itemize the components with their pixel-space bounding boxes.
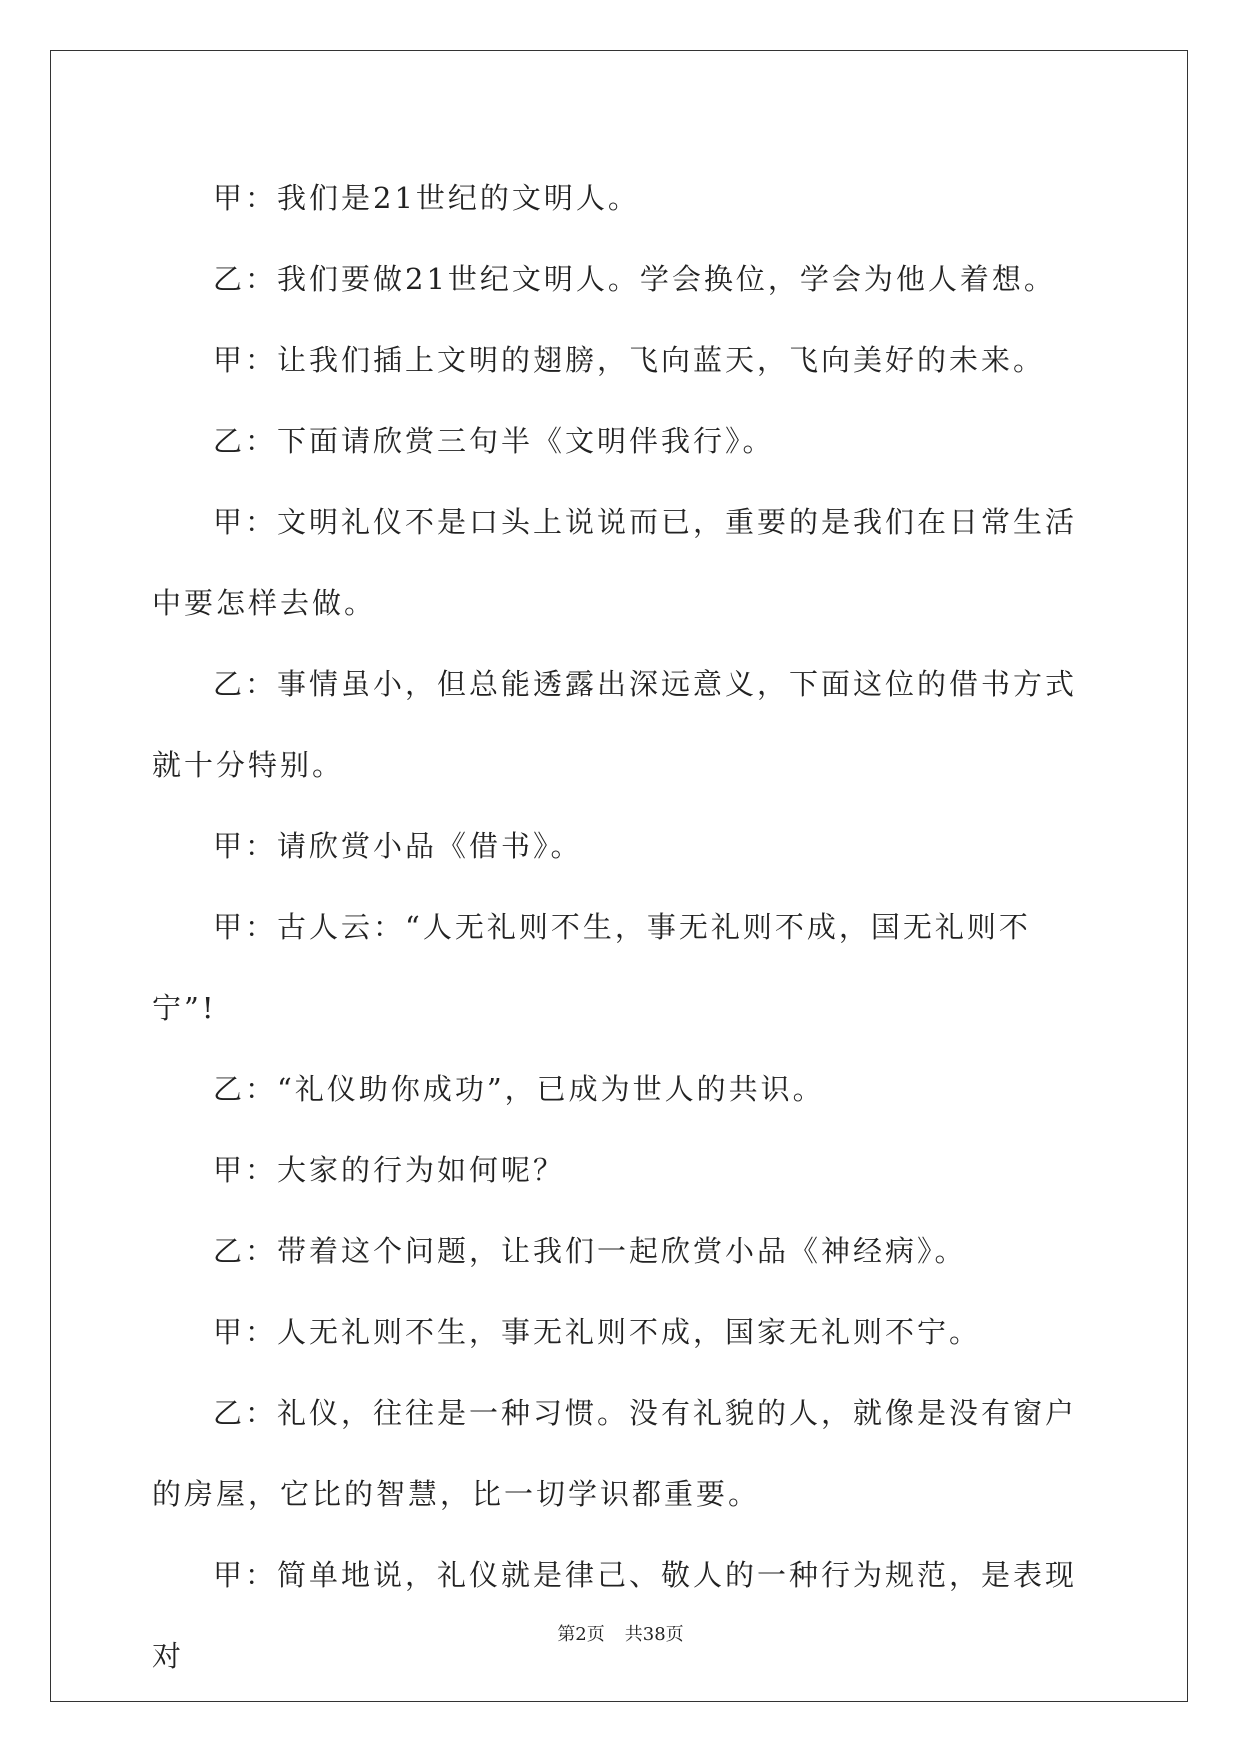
paragraph: 甲：简单地说，礼仪就是律己、敬人的一种行为规范，是表现对 [152, 1558, 1078, 1673]
paragraph: 乙：事情虽小，但总能透露出深远意义，下面这位的借书方式就十分特别。 [152, 667, 1078, 782]
paragraph: 甲：人无礼则不生，事无礼则不成，国家无礼则不宁。 [213, 1315, 982, 1349]
page-number: 第2页 [557, 1624, 605, 1645]
page-total: 共38页 [624, 1624, 684, 1645]
document-body [152, 158, 1092, 1697]
paragraph: 甲：让我们插上文明的翅膀，飞向蓝天，飞向美好的未来。 [213, 343, 1046, 377]
page-footer [0, 1620, 1241, 1646]
paragraph: 乙：我们要做21世纪文明人。学会换位，学会为他人着想。 [213, 262, 1056, 296]
paragraph: 甲：文明礼仪不是口头上说说而已，重要的是我们在日常生活中要怎样去做。 [152, 505, 1078, 620]
paragraph: 乙：下面请欣赏三句半《文明伴我行》。 [213, 424, 775, 458]
paragraph: 甲：请欣赏小品《借书》。 [213, 829, 583, 863]
paragraph: 乙：带着这个问题，让我们一起欣赏小品《神经病》。 [213, 1234, 967, 1268]
paragraph: 甲：古人云：“人无礼则不生，事无礼则不成，国无礼则不宁”! [152, 910, 1031, 1025]
paragraph: 乙：礼仪，往往是一种习惯。没有礼貌的人，就像是没有窗户的房屋，它比的智慧，比一切学识都重要。 [152, 1396, 1078, 1511]
paragraph: 甲：我们是21世纪的文明人。 [213, 181, 640, 215]
paragraph: 甲：大家的行为如何呢？ [213, 1153, 566, 1187]
paragraph: 乙：“礼仪助你成功”，已成为世人的共识。 [213, 1072, 825, 1106]
